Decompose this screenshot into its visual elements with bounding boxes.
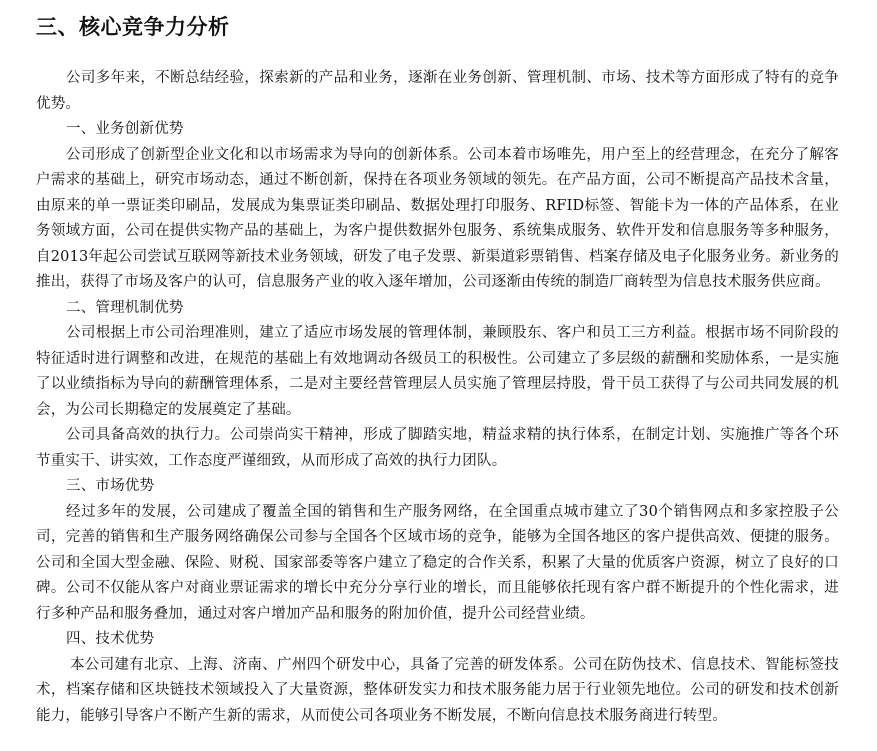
intro-paragraph: 公司多年来，不断总结经验，探索新的产品和业务，逐渐在业务创新、管理机制、市场、技术等方面形成了特有的竞争优势。 — [36, 70, 839, 112]
paragraph-technology: 本公司建有北京、上海、济南、广州四个研发中心，具备了完善的研发体系。公司在防伪技术、信息技术、智能标签技术，档案存储和区块链技术领域投入了大量资源，整体研发实力和技术服务能力居于行业领先地位。公司的研发和技术创新能力，能够引导客户不断产生新的需求，从而使公司各项业务不断发展，不断向信息技术服务商进行转型。 — [36, 656, 839, 724]
subsection-heading-market: 三、市场优势 — [66, 478, 155, 494]
subsection-heading-technology: 四、技术优势 — [66, 631, 155, 647]
subsection-heading-business-innovation: 一、业务创新优势 — [66, 121, 184, 137]
subsection-heading-management: 二、管理机制优势 — [66, 299, 184, 316]
paragraph-business-innovation: 公司形成了创新型企业文化和以市场需求为导向的创新体系。公司本着市场唯先，用户至上的经营理念，在充分了解客户需求的基础上，研究市场动态，通过不断创新，保持在各项业务领域的领先。在产品方面，公司不断提高产品技术含量，由原来的单一票证类印刷品，发展成为集票证类印刷品、数据处理打印服务、RFID标签、智能卡为一体的产品体系，在业务领域方面，公司在提供实物产品的基础上，为客户提供数据外包服务、系统集成服务、软件开发和信息服务等多种服务，自2013年起公司尝试互联网等新技术业务领域，研发了电子发票、新渠道彩票销售、档案存储及电子化服务业务。新业务的推出，获得了市场及客户的认可，信息服务产业的收入逐年增加，公司逐渐由传统的制造厂商转型为信息技术服务供应商。 — [36, 146, 839, 290]
paragraph-market: 经过多年的发展，公司建成了覆盖全国的销售和生产服务网络，在全国重点城市建立了30个销售网点和多家控股子公司，完善的销售和生产服务网络确保公司参与全国各个区域市场的竞争，能够为全国各地区的客户提供高效、便捷的服务。公司和全国大型金融、保险、财税、国家部委等客户建立了稳定的合作关系，积累了大量的优质客户资源，树立了良好的口碑。公司不仅能从客户对商业票证需求的增长中充分分享行业的增长，而且能够依托现有客户群不断提升的个性化需求，进行多种产品和服务叠加，通过对客户增加产品和服务的附加价值，提升公司经营业绩。 — [36, 503, 839, 622]
section-title: 三、核心竞争力分析 — [36, 15, 230, 39]
paragraph-management-1: 公司根据上市公司治理准则，建立了适应市场发展的管理体制，兼顾股东、客户和员工三方利益。根据市场不同阶段的特征适时进行调整和改进，在规范的基础上有效地调动各级员工的积极性。公司建立了多层级的薪酬和奖励体系，一是实施了以业绩指标为导向的薪酬管理体系，二是对主要经营管理层人员实施了管理层持股，骨干员工获得了与公司共同发展的机会，为公司长期稳定的发展奠定了基础。 — [36, 325, 839, 418]
paragraph-management-2: 公司具备高效的执行力。公司崇尚实干精神，形成了脚踏实地，精益求精的执行体系，在制定计划、实施推广等各个环节重实干、讲实效，工作态度严谨细致，从而形成了高效的执行力团队。 — [36, 427, 839, 469]
